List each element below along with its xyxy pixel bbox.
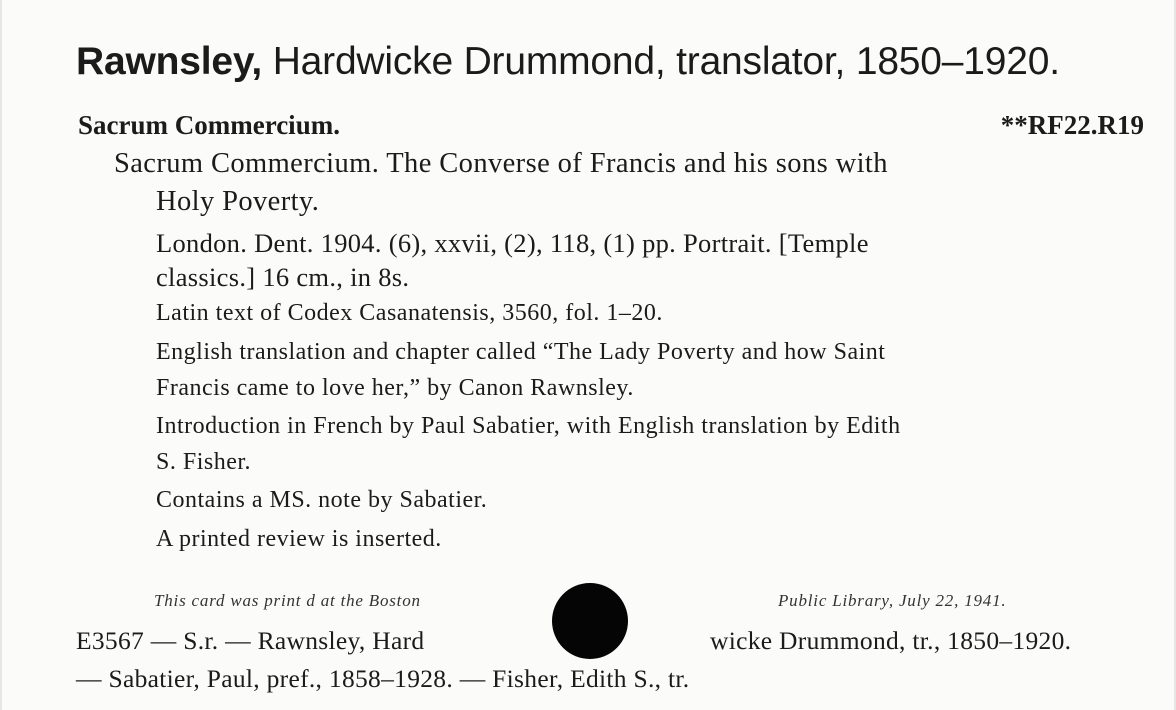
note-line: A printed review is inserted.	[156, 526, 442, 552]
tracing-line-1-right: wicke Drummond, tr., 1850–1920.	[710, 626, 1072, 655]
printed-note-left: This card was print d at the Boston	[154, 591, 421, 610]
uniform-title: Sacrum Commercium.	[78, 110, 340, 140]
note-line: S. Fisher.	[156, 449, 252, 475]
imprint-line-1: London. Dent. 1904. (6), xxvii, (2), 118, (1) pp. Portrait. [Temple	[156, 228, 869, 258]
punch-hole	[552, 583, 628, 659]
note-line: Latin text of Codex Casanatensis, 3560, fol. 1–20.	[156, 300, 663, 326]
tracing-line-2: — Sabatier, Paul, pref., 1858–1928. — Fisher, Edith S., tr.	[76, 664, 690, 693]
author-surname: Rawnsley,	[76, 40, 263, 83]
note-line: English translation and chapter called “The Lady Poverty and how Saint	[156, 339, 886, 365]
printed-note-right: Public Library, July 22, 1941.	[778, 591, 1007, 610]
call-number: **RF22.R19	[1000, 110, 1144, 140]
imprint-line-2: classics.] 16 cm., in 8s.	[156, 262, 410, 292]
note-line: Contains a MS. note by Sabatier.	[156, 487, 488, 513]
author-heading-rest: Hardwicke Drummond, translator, 1850–1920.	[262, 40, 1060, 83]
full-title-line-2: Holy Poverty.	[156, 186, 320, 217]
tracing-line-1-left: E3567 — S.r. — Rawnsley, Hard	[76, 626, 425, 655]
note-line: Francis came to love her,” by Canon Rawnsley.	[156, 375, 634, 401]
full-title-line-1: Sacrum Commercium. The Converse of Francis and his sons with	[114, 148, 888, 179]
note-line: Introduction in French by Paul Sabatier, with English translation by Edith	[156, 413, 901, 439]
author-heading	[76, 40, 1060, 84]
